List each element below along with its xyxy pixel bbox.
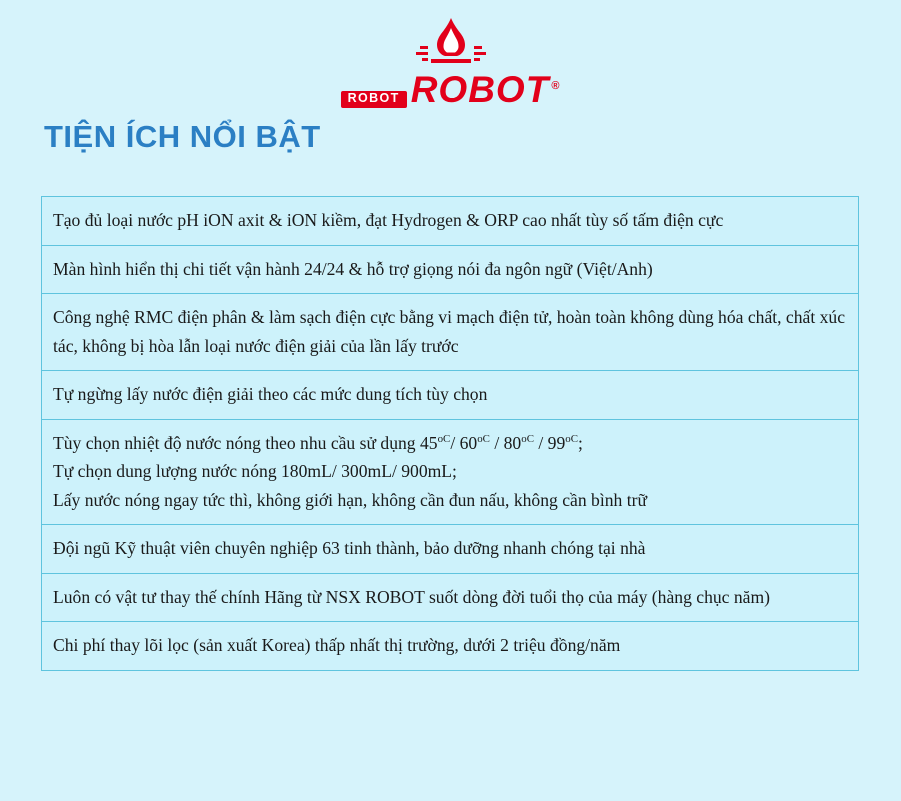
table-row <box>42 245 859 294</box>
registered-mark: ® <box>551 79 561 92</box>
table-row <box>42 294 859 371</box>
feature-line: Chi phí thay lõi lọc (sản xuất Korea) thấp nhất thị trường, dưới 2 triệu đồng/năm <box>53 635 621 655</box>
page-title: TIỆN ÍCH NỔI BẬT <box>44 119 321 154</box>
feature-line: Tự ngừng lấy nước điện giải theo các mức dung tích tùy chọn <box>53 384 488 404</box>
table-row <box>42 419 859 525</box>
feature-line: Tự chọn dung lượng nước nóng 180mL/ 300mL/ 900mL; <box>53 461 457 481</box>
feature-cell-3 <box>42 294 859 371</box>
brand-logo <box>0 18 901 108</box>
feature-line: Màn hình hiển thị chi tiết vận hành 24/24 & hỗ trợ giọng nói đa ngôn ngữ (Việt/Anh) <box>53 258 653 279</box>
feature-cell-1 <box>42 197 859 246</box>
table-row <box>42 371 859 420</box>
feature-line: Đội ngũ Kỹ thuật viên chuyên nghiệp 63 tinh thành, bảo dưỡng nhanh chóng tại nhà <box>53 538 646 558</box>
features-table <box>41 196 859 671</box>
feature-cell-6 <box>42 525 859 574</box>
feature-line: Tạo đủ loại nước pH iON axit & iON kiềm, đạt Hydrogen & ORP cao nhất tùy số tấm điện cực <box>53 210 724 230</box>
feature-line: Công nghệ RMC điện phân & làm sạch điện cực bằng vi mạch điện tử, hoàn toàn không dùng hóa chất, chất xúc tác, không bị hòa lẫn loại nước điện giải của lần lấy trước <box>53 307 846 356</box>
logo-badge-text: ROBOT <box>341 91 407 108</box>
feature-line: Tùy chọn nhiệt độ nước nóng theo nhu cầu sử dụng $45^{oC}/$ $60^{oC} / 80^{oC} / 99^{oC}$; <box>53 432 583 453</box>
feature-line: Luôn có vật tư thay thế chính Hãng từ NSX ROBOT suốt dòng đời tuổi thọ của máy (hàng chục năm) <box>53 586 771 607</box>
logo-wordmark <box>411 71 561 108</box>
feature-cell-7 <box>42 573 859 622</box>
feature-cell-2 <box>42 245 859 294</box>
feature-cell-8 <box>42 622 859 671</box>
table-row <box>42 622 859 671</box>
feature-line: Lấy nước nóng ngay tức thì, không giới hạn, không cần đun nấu, không cần bình trữ <box>53 489 647 510</box>
feature-cell-5 <box>42 419 859 525</box>
table-row <box>42 573 859 622</box>
table-row <box>42 525 859 574</box>
logo-wordmark-text: ROBOT <box>410 69 550 110</box>
robot-flame-icon <box>414 18 488 70</box>
table-row <box>42 197 859 246</box>
feature-cell-4 <box>42 371 859 420</box>
features-table-body <box>42 197 859 671</box>
